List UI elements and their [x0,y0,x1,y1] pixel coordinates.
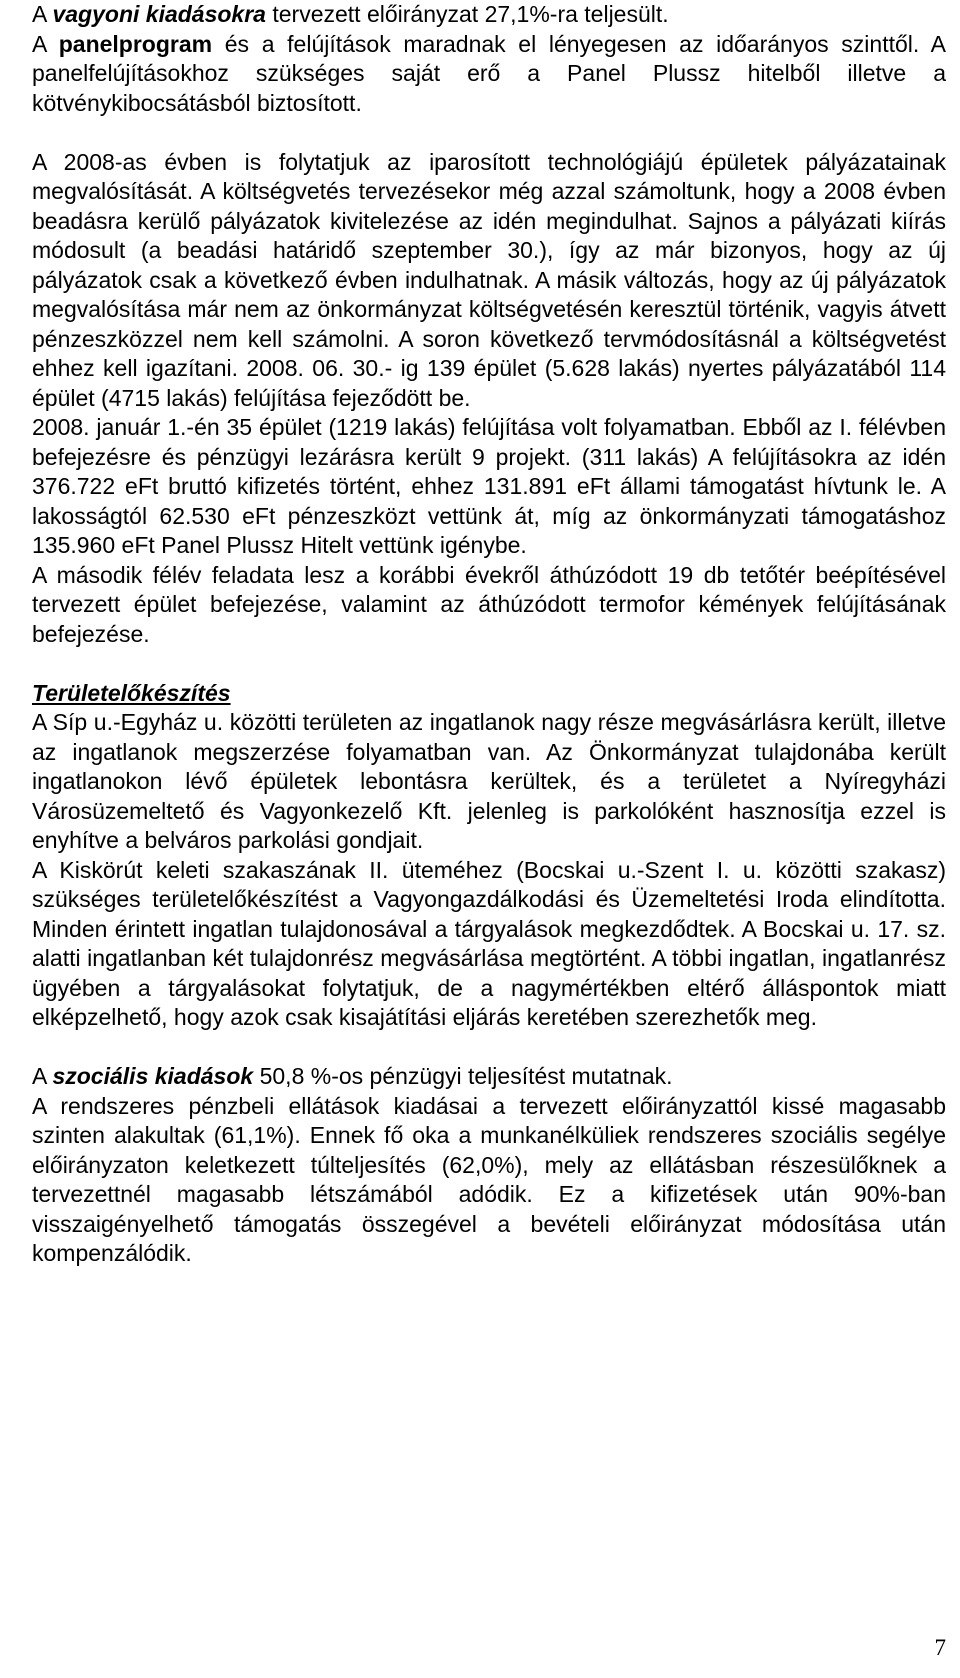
paragraph-text: tervezett előirányzat 27,1%-ra teljesült. [265,1,669,27]
paragraph-text: és a felújítások maradnak el lényegesen az időarányos szinttől. A panelfelújításokhoz szükséges saját erő a Panel Plussz hitelből illetve a kötvénykibocsátásból biztosított. [32,30,946,116]
paragraph-rendszeres-ellatasok: A rendszeres pénzbeli ellátások kiadásai a tervezett előirányzattól kissé magasabb szinten alakultak (61,1%). Ennek fő oka a munkanélküliek rendszeres szociális segélye előirányzaton keletkezett túlteljesítés (62,0%), mely az ellátásban részesülőknek a tervezettnél magasabb létszámából adódik. Ez a kifizetések után 90%-ban visszaigényelhető támogatás összegével a bevételi előirányzat módosítása után kompenzálódik. [32,1092,946,1266]
paragraph-kiskorut: A Kiskörút keleti szakaszának II. üteméhez (Bocskai u.-Szent I. u. közötti szakasz) szükséges területelőkészítést a Vagyongazdálkodási és Üzemeltetési Iroda elindította. Minden érintett ingatlan tulajdonosával a tárgyalások megkezdődtek. A Bocskai u. 17. sz. alatti ingatlanban két tulajdonrész megvásárlása megtörtént. A többi ingatlan, ingatlanrész ügyében a tárgyalásokat folytatjuk, de a nagymértékben eltérő álláspontok miatt elképzelhető, hogy azok csak kisajátítási eljárás keretében szerezhetők meg. [32,856,946,1030]
paragraph-2008-januar: 2008. január 1.-én 35 épület (1219 lakás) felújítása volt folyamatban. Ebből az I. félévben befejezésre és pénzügyi lezárásra került 9 projekt. (311 lakás) A felújításokra az idén 376.722 eFt bruttó kifizetés történt, ehhez 131.891 eFt állami támogatást hívtunk le. A lakosságtól 62.530 eFt pénzeszközt vettünk át, míg az önkormányzati támogatáshoz 135.960 eFt Panel Plussz Hitelt vettünk igénybe. [32,414,946,558]
paragraph-spacer [32,118,946,148]
paragraph-prefix: A [32,1,53,27]
paragraph-vagyoni-kiadasok [32,0,946,30]
paragraph-prefix: A [32,30,59,57]
section-heading-teruletelokeszites: Területelőkészítés [32,679,231,706]
emphasis-panelprogram: panelprogram [58,30,213,57]
emphasis-vagyoni-kiadasokra: vagyoni kiadásokra [52,1,266,27]
paragraph-masodik-felev: A második félév feladata lesz a korábbi évekről áthúzódott 19 db tetőtér beépítésével tervezett épület befejezése, valamint az áthúzódott termofor kémények felújításának befejezése. [32,561,946,647]
page-number: 7 [934,1635,946,1660]
paragraph-panelprogram [32,30,946,119]
paragraph-prefix: A [32,1063,53,1089]
emphasis-szocialis-kiadasok: szociális kiadások [52,1063,254,1089]
paragraph-2008-palyazatok: A 2008-as évben is folytatjuk az iparosított technológiájú épületek pályázatainak megvalósítását. A költségvetés tervezésekor még azzal számoltunk, hogy a 2008 évben beadásra kerülő pályázatok kivitelezése az idén megindulhat. Sajnos a pályázati kiírás módosult (a beadási határidő szeptember 30.), így az már bizonyos, hogy az új pályázatok csak a következő évben indulhatnak. A másik változás, hogy az új pályázatok megvalósítása már nem az önkormányzat költségvetésén keresztül történik, vagyis átvett pénzeszközzel nem kell számolni. A soron következő tervmódosításnál a költségvetést ehhez kell igazítani. 2008. 06. 30.- ig 139 épület (5.628 lakás) nyertes pályázatából 114 épület (4715 lakás) felújítása fejeződött be. [32,148,946,411]
paragraph-spacer [32,1033,946,1063]
paragraph-spacer [32,649,946,679]
paragraph-text: 50,8 %-os pénzügyi teljesítést mutatnak. [253,1063,673,1089]
paragraph-szocialis-kiadasok [32,1062,946,1092]
paragraph-sip-egyhaz: A Síp u.-Egyház u. közötti területen az ingatlanok nagy része megvásárlásra került, illetve az ingatlanok megszerzése folyamatban van. Az Önkormányzat tulajdonába került ingatlanokon lévő épületek lebontásra kerültek, és a területet a Nyíregyházi Városüzemeltető és Vagyonkezelő Kft. jelenleg is parkolóként hasznosítja ezzel is enyhítve a belváros parkolási gondjait. [32,709,946,853]
